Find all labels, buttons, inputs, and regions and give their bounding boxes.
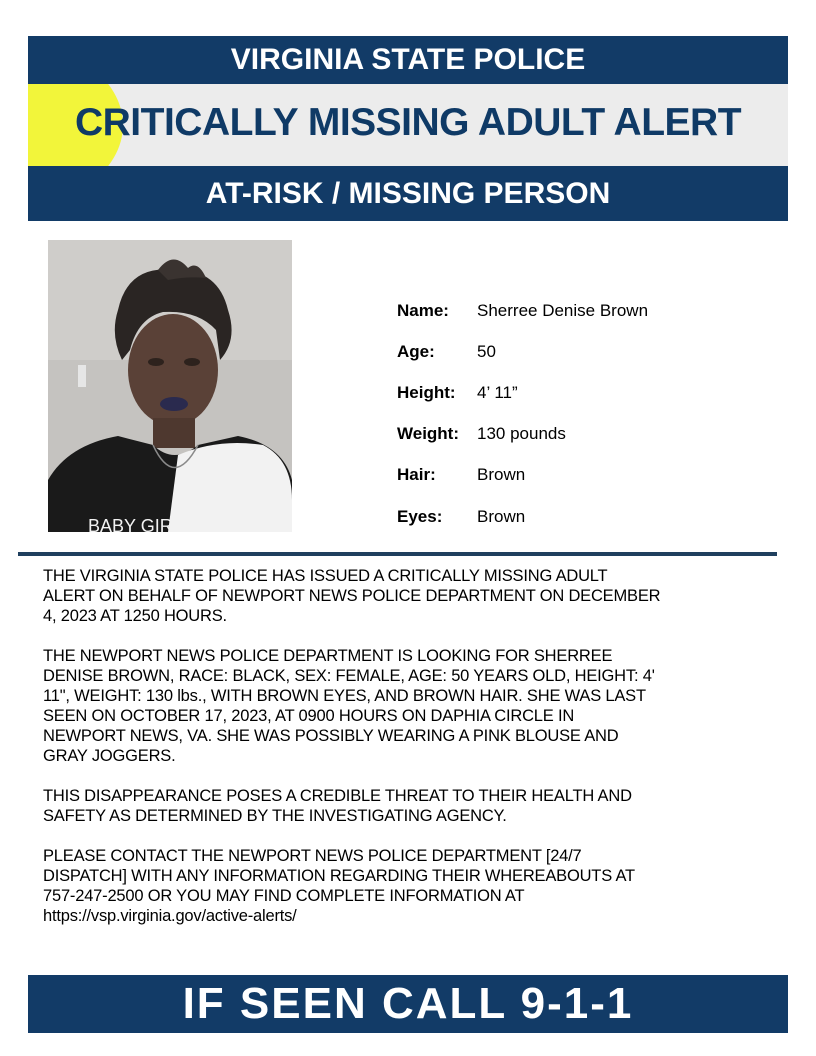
detail-row-age xyxy=(397,331,648,372)
detail-value: 4’ 11” xyxy=(477,382,518,402)
detail-row-height xyxy=(397,372,648,413)
detail-value: 130 pounds xyxy=(477,424,566,444)
alert-description xyxy=(43,566,778,926)
section-divider xyxy=(18,552,777,556)
detail-row-eyes xyxy=(397,496,648,537)
agency-title: VIRGINIA STATE POLICE xyxy=(230,43,586,76)
alert-info-link[interactable]: https://vsp.virginia.gov/active-alerts/ xyxy=(43,907,297,925)
alert-paragraph-threat: THIS DISAPPEARANCE POSES A CREDIBLE THREAT TO THEIR HEALTH AND SAFETY AS DETERMINED BY THE INVESTIGATING AGENCY. xyxy=(43,787,632,825)
detail-label: Eyes: xyxy=(397,506,443,526)
detail-row-name xyxy=(397,290,648,331)
subtitle-banner xyxy=(28,166,788,221)
detail-label: Hair: xyxy=(397,465,436,485)
alert-subtitle: AT-RISK / MISSING PERSON xyxy=(205,177,611,210)
agency-banner xyxy=(28,36,788,84)
detail-value: Brown xyxy=(477,465,526,485)
shirt-lettering: BABY GIRL xyxy=(88,516,183,532)
detail-label: Name: xyxy=(397,300,449,320)
alert-title: CRITICALLY MISSING ADULT ALERT xyxy=(74,101,742,144)
person-details xyxy=(397,290,648,537)
missing-person-photo xyxy=(48,240,292,532)
detail-value: 50 xyxy=(477,341,496,361)
call-911-banner xyxy=(28,975,788,1033)
alert-paragraph-description: THE NEWPORT NEWS POLICE DEPARTMENT IS LOOKING FOR SHERREE DENISE BROWN, RACE: BLACK, SEX: FEMALE, AGE: 50 YEARS OLD, HEIGHT: 4' 11", WEIGHT: 130 lbs., WITH BROWN EYES, AND BROWN HAIR. SHE WAS LAST SEEN ON OCTOBER 17, 2023, AT 0900 HOURS ON DAPHIA CIRCLE IN NEWPORT NEWS, VA. SHE WAS POSSIBLY WEARING A PINK BLOUSE AND GRAY JOGGERS. xyxy=(43,647,655,765)
detail-value: Brown xyxy=(477,506,526,526)
detail-row-hair xyxy=(397,455,648,496)
alert-title-banner xyxy=(28,84,788,166)
alert-paragraph-issued: THE VIRGINIA STATE POLICE HAS ISSUED A CRITICALLY MISSING ADULT ALERT ON BEHALF OF NEWPORT NEWS POLICE DEPARTMENT ON DECEMBER 4, 2023 AT 1250 HOURS. xyxy=(43,567,661,625)
detail-label: Age: xyxy=(397,341,435,361)
call-911-text: IF SEEN CALL 9-1-1 xyxy=(182,979,634,1028)
detail-label: Weight: xyxy=(397,424,460,444)
detail-row-weight xyxy=(397,414,648,455)
detail-value: Sherree Denise Brown xyxy=(477,300,649,320)
alert-paragraph-contact: PLEASE CONTACT THE NEWPORT NEWS POLICE DEPARTMENT [24/7 DISPATCH] WITH ANY INFORMATION REGARDING THEIR WHEREABOUTS AT 757-247-2500 OR YOU MAY FIND COMPLETE INFORMATION AT xyxy=(43,847,635,905)
photo-illustration xyxy=(48,240,292,532)
detail-label: Height: xyxy=(397,382,456,402)
